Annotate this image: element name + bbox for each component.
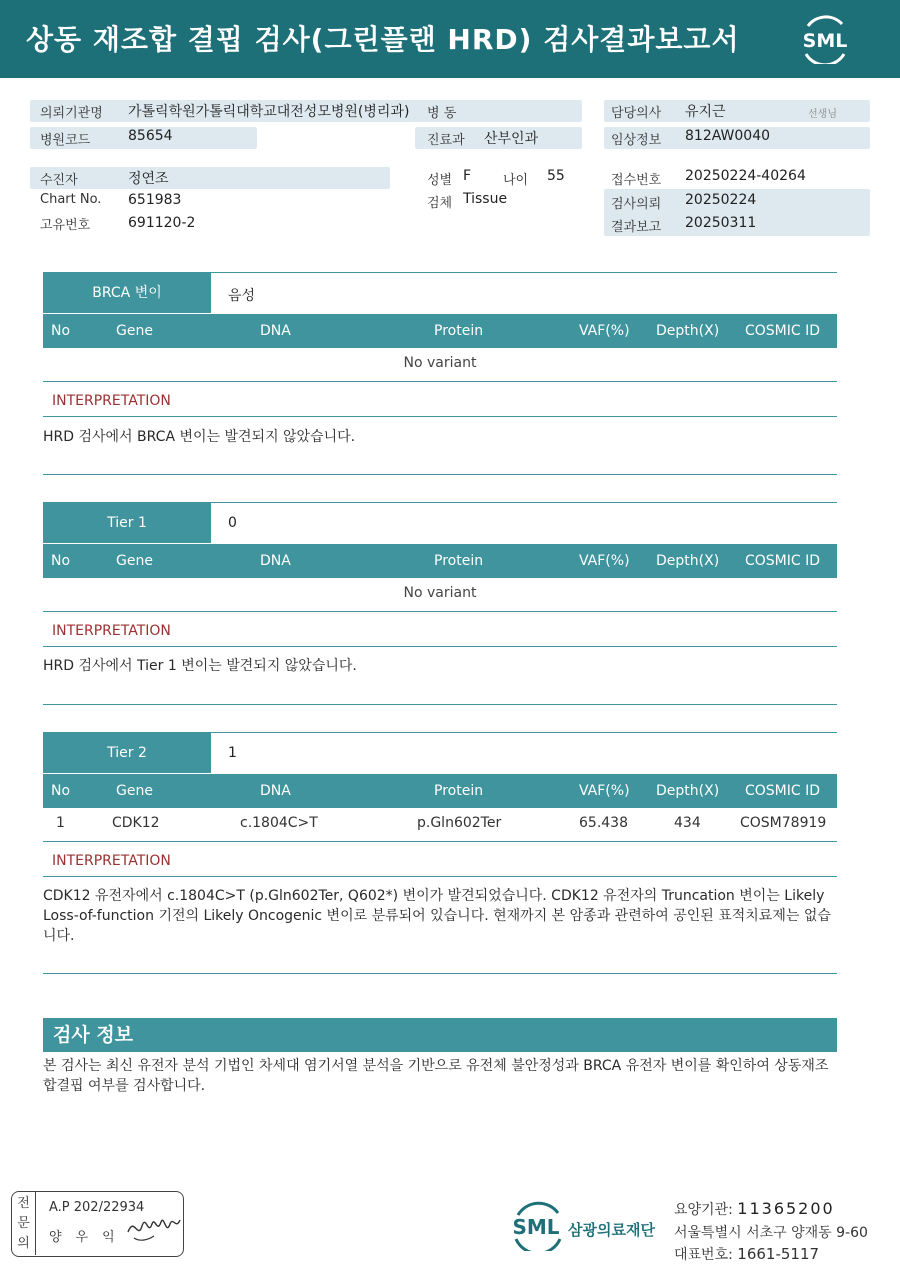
clinical-value: 812AW0040 bbox=[685, 128, 771, 144]
report-title: 상동 재조합 결핍 검사(그린플랜 HRD) 검사결과보고서 bbox=[26, 23, 740, 56]
section-divider bbox=[43, 381, 837, 382]
section-divider bbox=[43, 973, 837, 974]
org-name: 삼광의료재단 bbox=[568, 1221, 655, 1239]
institution-code bbox=[674, 1199, 835, 1219]
col-no: No bbox=[51, 323, 71, 339]
specialist-stamp bbox=[11, 1191, 184, 1257]
test-info-title: 검사 정보 bbox=[43, 1018, 837, 1052]
tier1-no-variant: No variant bbox=[403, 585, 477, 601]
tier2-column-header bbox=[43, 774, 837, 808]
signature-icon bbox=[124, 1206, 184, 1246]
specimen-value: Tissue bbox=[463, 191, 508, 207]
col-dna: DNA bbox=[260, 783, 291, 799]
col-vaf: VAF(%) bbox=[579, 553, 630, 569]
cell-gene: CDK12 bbox=[112, 815, 160, 831]
brca-column-header bbox=[43, 314, 837, 348]
patient-row bbox=[30, 167, 390, 189]
cell-dna: c.1804C>T bbox=[240, 815, 318, 831]
col-dna: DNA bbox=[260, 553, 291, 569]
institution-code-value: 11365200 bbox=[737, 1199, 835, 1218]
section-divider bbox=[43, 646, 837, 647]
unique-label: 고유번호 bbox=[40, 218, 91, 233]
sml-org-logo-text: SML bbox=[512, 1215, 560, 1239]
org-phone-label: 대표번호: bbox=[674, 1247, 733, 1263]
brca-no-variant: No variant bbox=[403, 355, 477, 371]
receipt-label: 접수번호 bbox=[611, 173, 662, 188]
brca-interpretation-text: HRD 검사에서 BRCA 변이는 발견되지 않았습니다. bbox=[43, 429, 356, 445]
stamp-doctor-name: 양우익 bbox=[49, 1230, 129, 1245]
doctor-value: 유지근 bbox=[685, 104, 726, 120]
institution-label: 의뢰기관명 bbox=[40, 106, 103, 121]
doctor-label: 담당의사 bbox=[611, 106, 662, 121]
brca-interpretation-label: INTERPRETATION bbox=[52, 393, 171, 409]
dept-label: 진료과 bbox=[427, 133, 465, 148]
col-protein: Protein bbox=[434, 783, 484, 799]
chart-label: Chart No. bbox=[40, 192, 102, 207]
brca-section-value: 음성 bbox=[228, 288, 256, 304]
age-value: 55 bbox=[547, 168, 565, 184]
unique-value: 691120-2 bbox=[128, 215, 196, 231]
report-label: 결과보고 bbox=[611, 220, 662, 235]
request-label: 검사의뢰 bbox=[611, 197, 662, 212]
col-gene: Gene bbox=[116, 783, 153, 799]
tier2-interpretation-text: CDK12 유전자에서 c.1804C>T (p.Gln602Ter, Q602*) 변이가 발견되었습니다. CDK12 유전자의 Truncation 변이는 Likely Loss-of-function 기전의 Likely Oncogenic 변이로 분류되어 있습니다. 현재까지 본 암종과 관련하여 공인된 표적치료제는 없습니다. bbox=[43, 888, 831, 944]
dept-value: 산부인과 bbox=[484, 131, 539, 147]
sex-label: 성별 bbox=[427, 173, 453, 188]
col-vaf: VAF(%) bbox=[579, 783, 630, 799]
org-phone-value: 1661-5117 bbox=[737, 1245, 820, 1263]
cell-cosmic: COSM78919 bbox=[740, 815, 827, 831]
receipt-value: 20250224-40264 bbox=[685, 168, 806, 184]
patient-value: 정연조 bbox=[128, 171, 169, 187]
cell-protein: p.Gln602Ter bbox=[417, 815, 502, 831]
col-vaf: VAF(%) bbox=[579, 323, 630, 339]
stamp-side-text: 전문의 bbox=[17, 1196, 30, 1251]
tier1-column-header bbox=[43, 544, 837, 578]
tier1-interpretation-text: HRD 검사에서 Tier 1 변이는 발견되지 않았습니다. bbox=[43, 658, 357, 674]
tier2-interpretation-label: INTERPRETATION bbox=[52, 853, 171, 869]
col-cosmic: COSMIC ID bbox=[745, 553, 821, 569]
clinical-label: 임상정보 bbox=[611, 133, 662, 148]
section-divider bbox=[43, 704, 837, 705]
institution-value: 가톨릭학원가톨릭대학교대전성모병원(병리과) bbox=[128, 104, 410, 120]
request-value: 20250224 bbox=[685, 192, 757, 208]
col-dna: DNA bbox=[260, 323, 291, 339]
col-no: No bbox=[51, 553, 71, 569]
col-depth: Depth(X) bbox=[656, 783, 720, 799]
sml-logo-text: SML bbox=[802, 30, 848, 52]
report-header bbox=[0, 0, 900, 78]
tier1-section-title: Tier 1 bbox=[43, 503, 211, 543]
sml-logo-icon bbox=[798, 14, 852, 64]
col-depth: Depth(X) bbox=[656, 553, 720, 569]
doctor-suffix: 선생님 bbox=[808, 109, 837, 120]
sex-value: F bbox=[463, 168, 472, 184]
section-divider bbox=[43, 611, 837, 612]
report-value: 20250311 bbox=[685, 215, 757, 231]
tier2-section-title: Tier 2 bbox=[43, 733, 211, 773]
org-phone bbox=[674, 1244, 819, 1264]
ward-label: 병 동 bbox=[427, 106, 457, 121]
sml-org-logo-icon bbox=[510, 1201, 566, 1251]
section-divider bbox=[43, 416, 837, 417]
col-gene: Gene bbox=[116, 323, 153, 339]
section-divider bbox=[43, 474, 837, 475]
cell-vaf: 65.438 bbox=[579, 815, 628, 831]
col-gene: Gene bbox=[116, 553, 153, 569]
age-label: 나이 bbox=[503, 173, 529, 188]
col-cosmic: COSMIC ID bbox=[745, 783, 821, 799]
patient-label: 수진자 bbox=[40, 173, 78, 188]
org-address: 서울특별시 서초구 양재동 9-60 bbox=[674, 1225, 868, 1241]
cell-depth: 434 bbox=[674, 815, 701, 831]
tier2-section-value: 1 bbox=[228, 745, 237, 761]
chart-value: 651983 bbox=[128, 192, 182, 208]
section-divider bbox=[43, 841, 837, 842]
hospital-code-label: 병원코드 bbox=[40, 133, 91, 148]
test-info-text: 본 검사는 최신 유전자 분석 기법인 차세대 염기서열 분석을 기반으로 유전체 불안정성과 BRCA 유전자 변이를 확인하여 상동재조합결핍 여부를 검사합니다. bbox=[43, 1058, 829, 1094]
tier1-interpretation-label: INTERPRETATION bbox=[52, 623, 171, 639]
specimen-label: 검체 bbox=[427, 196, 453, 211]
stamp-side-label bbox=[12, 1192, 36, 1255]
col-protein: Protein bbox=[434, 553, 484, 569]
col-protein: Protein bbox=[434, 323, 484, 339]
col-no: No bbox=[51, 783, 71, 799]
col-cosmic: COSMIC ID bbox=[745, 323, 821, 339]
hospital-code-value: 85654 bbox=[128, 128, 173, 144]
col-depth: Depth(X) bbox=[656, 323, 720, 339]
cell-no: 1 bbox=[56, 815, 65, 831]
tier1-section-value: 0 bbox=[228, 515, 237, 531]
section-divider bbox=[43, 876, 837, 877]
stamp-ap-number: A.P 202/22934 bbox=[49, 1200, 145, 1215]
institution-code-label: 요양기관: bbox=[674, 1202, 733, 1218]
brca-section-title: BRCA 변이 bbox=[43, 273, 211, 313]
